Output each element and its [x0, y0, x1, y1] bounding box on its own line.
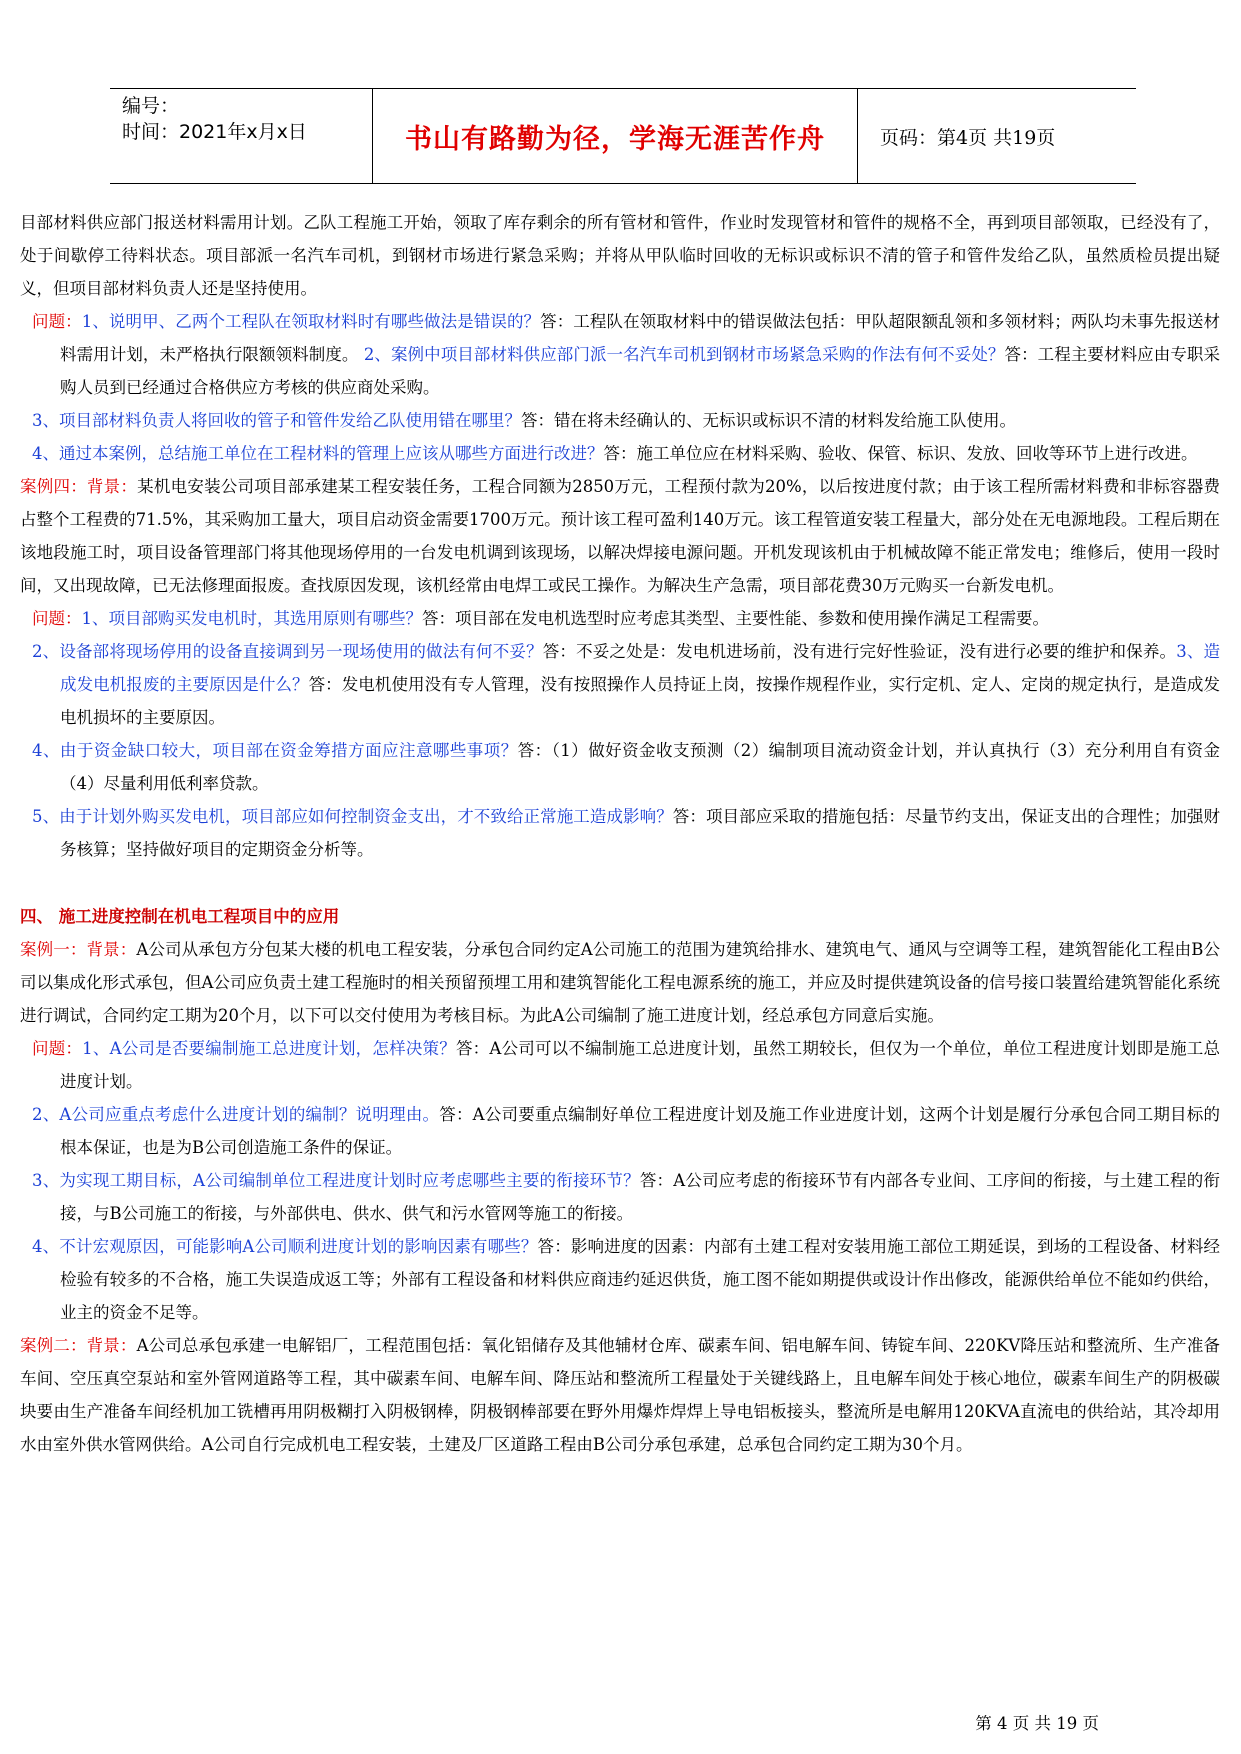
case4-background: 案例四：背景：某机电安装公司项目部承建某工程安装任务，工程合同额为2850万元，工程预付款为20%，以后按进度付款；由于该工程所需材料费和非标容器费占整个工程费的71.5%，其采购加工量大，项目启动资金需要1700万元。预计该工程可盈利140万元。该工程管道安装工程量大，部分处在无电源地段。工程后期在该地段施工时，项目设备管理部门将其他现场停用的一台发电机调到该现场，以解决焊接电源问题。开机发现该机由于机械故障不能正常发电；维修后，使用一段时间，又出现故障，已无法修理面报废。查找原因发现，该机经常由电焊工或民工操作。为解决生产急需，项目部花费30万元购买一台新发电机。	[20, 477, 1221, 595]
doc-number: 编号：	[122, 95, 180, 117]
s4-case1-background: 案例一：背景：A公司从承包方分包某大楼的机电工程安装，分承包合同约定A公司施工的范围为建筑给排水、建筑电气、通风与空调等工程，建筑智能化工程由B公司以集成化形式承包，但A公司应负责土建工程施时的相关预留预埋工用和建筑智能化工程电源系统的施工，并应及时提供建筑设备的信号接口装置给建筑智能化系统进行调试，合同约定工期为20个月，以下可以交付使用为考核目标。为此A公司编制了施工进度计划，经总承包方同意后实施。	[20, 940, 1221, 1025]
s4-case1-question-4: 4、不计宏观原因，可能影响A公司顺利进度计划的影响因素有哪些？答：影响进度的因素：内部有土建工程对安装用施工部位工期延误，到场的工程设备、材料经检验有较多的不合格，施工失误造成返工等；外部有工程设备和材料供应商违约延迟供货，施工图不能如期提供或设计作出修改，能源供给单位不能如约供给，业主的资金不足等。	[32, 1237, 1221, 1322]
header-meta	[122, 89, 372, 187]
case4-question-4: 4、由于资金缺口较大，项目部在资金筹措方面应注意哪些事项？答：（1）做好资金收支预测（2）编制项目流动资金计划，并认真执行（3）充分利用自有资金（4）尽量利用低利率贷款。	[32, 741, 1220, 793]
header-motto: 书山有路勤为径，学海无涯苦作舟	[372, 89, 858, 183]
case4-question-2: 2、设备部将现场停用的设备直接调到另一现场使用的做法有何不妥？答：不妥之处是：发电机进场前，没有进行完好性验证，没有进行必要的维护和保养。3、造成发电机报废的主要原因是什么？答：发电机使用没有专人管理，没有按照操作人员持证上岗，按操作规程作业，实行定机、定人、定岗的规定执行，是造成发电机损坏的主要原因。	[32, 642, 1221, 727]
s4-case1-question-2: 2、A公司应重点考虑什么进度计划的编制？说明理由。答：A公司要重点编制好单位工程进度计划及施工作业进度计划，这两个计划是履行分承包合同工期目标的根本保证，也是为B公司创造施工条件的保证。	[32, 1105, 1220, 1157]
page-footer: 第 4 页 共 19 页	[975, 1714, 1099, 1733]
document-body	[20, 206, 1220, 1461]
s4-case1-question-3: 3、为实现工期目标，A公司编制单位工程进度计划时应考虑哪些主要的衔接环节？答：A公司应考虑的衔接环节有内部各专业间、工序间的衔接，与土建工程的衔接，与B公司施工的衔接，与外部供电、供水、供气和污水管网等施工的衔接。	[32, 1171, 1220, 1223]
case3-question-4: 4、通过本案例，总结施工单位在工程材料的管理上应该从哪些方面进行改进？答：施工单位应在材料采购、验收、保管、标识、发放、回收等环节上进行改进。	[32, 444, 1198, 463]
case4-question-5: 5、由于计划外购买发电机，项目部应如何控制资金支出，才不致给正常施工造成影响？答：项目部应采取的措施包括：尽量节约支出，保证支出的合理性；加强财务核算；坚持做好项目的定期资金分析等。	[32, 807, 1221, 859]
section-title: 四、 施工进度控制在机电工程项目中的应用	[20, 907, 340, 926]
case3-question-1: 问题：1、说明甲、乙两个工程队在领取材料时有哪些做法是错误的？答：工程队在领取材料中的错误做法包括：甲队超限额乱领和多领材料；两队均未事先报送材料需用计划，未严格执行限额领料制度。 2、案例中项目部材料供应部门派一名汽车司机到钢材市场紧急采购的作法有何不妥处？答：工程主要材料应由专职采购人员到已经通过合格供应方考核的供应商处采购。	[32, 312, 1221, 397]
case3-question-3: 3、项目部材料负责人将回收的管子和管件发给乙队使用错在哪里？答：错在将未经确认的、无标识或标识不清的材料发给施工队使用。	[32, 411, 1016, 430]
paragraph: 目部材料供应部门报送材料需用计划。乙队工程施工开始，领取了库存剩余的所有管材和管件，作业时发现管材和管件的规格不全，再到项目部领取，已经没有了，处于间歇停工待料状态。项目部派一名汽车司机，到钢材市场进行紧急采购；并将从甲队临时回收的无标识或标识不清的管子和管件发给乙队，虽然质检员提出疑义，但项目部材料负责人还是坚持使用。	[20, 213, 1220, 298]
s4-case1-question-1: 问题：1、A公司是否要编制施工总进度计划，怎样决策？答：A公司可以不编制施工总进度计划，虽然工期较长，但仅为一个单位，单位工程进度计划即是施工总进度计划。	[32, 1039, 1220, 1091]
page-header	[110, 88, 1136, 184]
doc-time: 时间：2021年x月x日	[122, 121, 307, 143]
s4-case2-background: 案例二：背景：A公司总承包承建一电解铝厂，工程范围包括：氧化铝储存及其他辅材仓库、碳素车间、铝电解车间、铸锭车间、220KV降压站和整流所、生产准备车间、空压真空泵站和室外管网道路等工程，其中碳素车间、电解车间、降压站和整流所工程量处于关键线路上，且电解车间处于核心地位，碳素车间生产的阴极碳块要由生产准备车间经机加工铣槽再用阴极糊打入阴极钢棒，阴极钢棒部要在野外用爆炸焊焊上导电铝板接头，整流所是电解用120KVA直流电的供给站，其冷却用水由室外供水管网供给。A公司自行完成机电工程安装，土建及厂区道路工程由B公司分承包承建，总承包合同约定工期为30个月。	[20, 1336, 1221, 1454]
header-page-number: 页码：第4页 共19页	[880, 126, 1056, 149]
case4-question-1: 问题：1、项目部购买发电机时，其选用原则有哪些？答：项目部在发电机选型时应考虑其类型、主要性能、参数和使用操作满足工程需要。	[32, 609, 1049, 628]
